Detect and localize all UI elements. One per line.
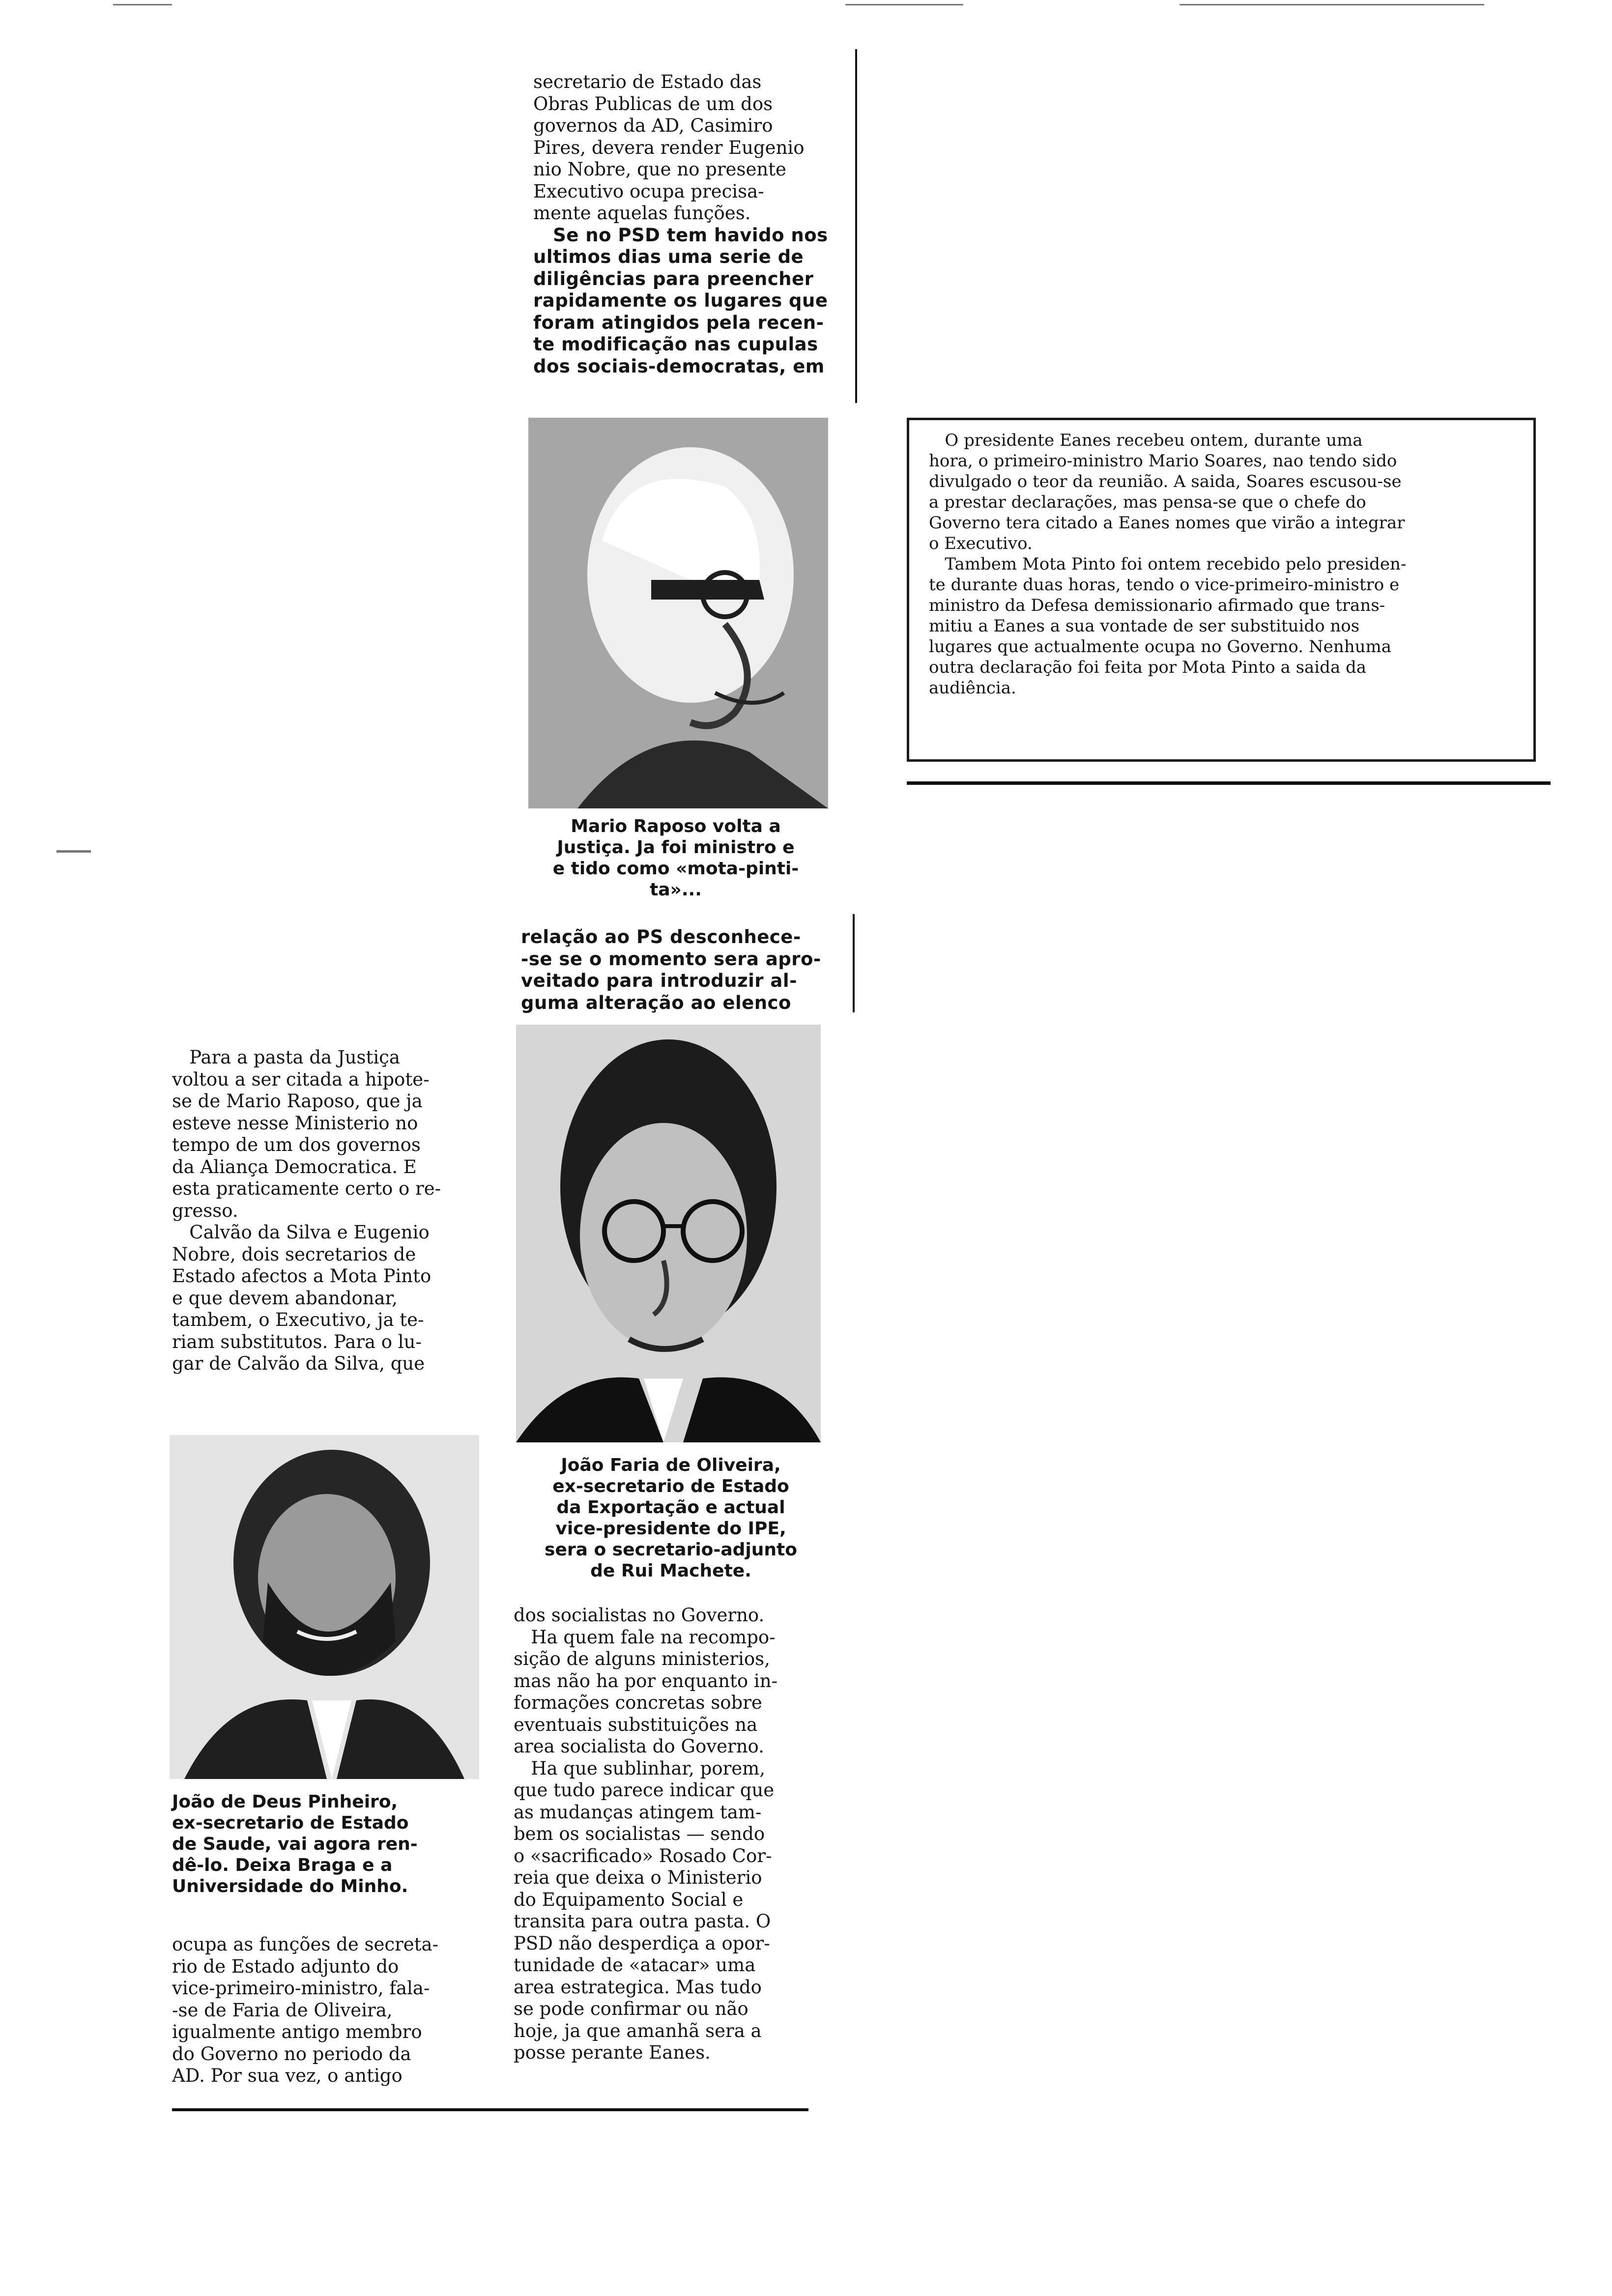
box-bottom-rule bbox=[907, 781, 1551, 785]
article-text-line: area socialista do Governo. bbox=[514, 1736, 764, 1757]
article-text-line: Calvão da Silva e Eugenio bbox=[172, 1222, 430, 1243]
caption-line: João Faria de Oliveira, bbox=[561, 1455, 781, 1475]
article-text-line: dos socialistas no Governo. bbox=[514, 1605, 765, 1626]
caption-line: ta»... bbox=[650, 880, 702, 900]
caption-line: João de Deus Pinheiro, bbox=[172, 1792, 398, 1812]
article-text-line: guma alteração ao elenco bbox=[521, 992, 791, 1013]
brief-text-line: O presidente Eanes recebeu ontem, durante uma bbox=[929, 430, 1363, 450]
brief-text-line: Governo tera citado a Eanes nomes que virão a integrar bbox=[929, 513, 1405, 533]
portrait-photo-faria bbox=[516, 1025, 821, 1442]
article-text-line: gar de Calvão da Silva, que bbox=[172, 1353, 425, 1374]
article-text-line: e que devem abandonar, bbox=[172, 1287, 398, 1309]
article-text-line: Ha que sublinhar, porem, bbox=[514, 1757, 765, 1779]
article-text-line: do Equipamento Social e bbox=[514, 1889, 744, 1910]
article-text-line: formações concretas sobre bbox=[514, 1692, 762, 1713]
brief-text-line: audiência. bbox=[929, 678, 1016, 698]
photo-caption-raposo bbox=[514, 816, 838, 900]
article-text-line: -se de Faria de Oliveira, bbox=[172, 1999, 393, 2021]
brief-text-line: mitiu a Eanes a sua vontade de ser substituido nos bbox=[929, 616, 1360, 636]
article-text-line: nio Nobre, que no presente bbox=[533, 159, 786, 180]
article-text-line: Estado afectos a Mota Pinto bbox=[172, 1265, 432, 1287]
scan-artifact-line bbox=[1180, 4, 1484, 5]
caption-line: ex-secretario de Estado bbox=[172, 1813, 409, 1833]
article-text-line: ocupa as funções de secreta- bbox=[172, 1934, 439, 1955]
caption-line: da Exportação e actual bbox=[556, 1497, 785, 1518]
caption-line: Universidade do Minho. bbox=[172, 1876, 408, 1896]
article-text-line: PSD não desperdiça a opor- bbox=[514, 1932, 770, 1954]
article-text-line: dos sociais-democratas, em bbox=[533, 355, 825, 377]
article-text-line: Nobre, dois secretarios de bbox=[172, 1243, 416, 1265]
article-column-middle bbox=[521, 926, 835, 1014]
article-text-line: governos da AD, Casimiro bbox=[533, 115, 773, 136]
brief-text-line: hora, o primeiro-ministro Mario Soares, nao tendo sido bbox=[929, 451, 1397, 471]
article-text-line: transita para outra pasta. O bbox=[514, 1911, 771, 1932]
article-text-line: Executivo ocupa precisa- bbox=[533, 180, 764, 202]
brief-text-line: ministro da Defesa demissionario afirmado que trans- bbox=[929, 596, 1385, 615]
article-text-line: Ha quem fale na recompo- bbox=[514, 1626, 776, 1648]
photo-caption-faria bbox=[511, 1455, 831, 1581]
caption-line: Justiça. Ja foi ministro e bbox=[557, 837, 795, 858]
article-text-line: sição de alguns ministerios, bbox=[514, 1648, 770, 1669]
article-text-line: voltou a ser citada a hipote- bbox=[172, 1068, 430, 1090]
article-column-left bbox=[172, 1047, 506, 1375]
column-rule bbox=[855, 49, 857, 403]
caption-line: vice-presidente do IPE, bbox=[555, 1519, 786, 1539]
article-text-line: riam substitutos. Para o lu- bbox=[172, 1331, 422, 1352]
caption-line: sera o secretario-adjunto bbox=[545, 1540, 797, 1560]
photo-caption-pinheiro bbox=[172, 1791, 491, 1897]
portrait-photo-raposo bbox=[528, 418, 828, 808]
article-text-line: o «sacrificado» Rosado Cor- bbox=[514, 1845, 772, 1866]
brief-text-line: outra declaração foi feita por Mota Pinto a saida da bbox=[929, 658, 1367, 677]
article-text-line: mente aquelas funções. bbox=[533, 202, 751, 224]
article-text-line: posse perante Eanes. bbox=[514, 2042, 711, 2063]
caption-line: Mario Raposo volta a bbox=[571, 816, 781, 836]
article-text-line: hoje, ja que amanhã sera a bbox=[514, 2020, 762, 2041]
scan-artifact-line bbox=[113, 4, 172, 5]
portrait-photo-pinheiro bbox=[170, 1435, 479, 1779]
article-text-line: da Aliança Democratica. E bbox=[172, 1156, 417, 1177]
article-text-line: esta praticamente certo o re- bbox=[172, 1178, 441, 1199]
page-bottom-rule bbox=[172, 2108, 808, 2111]
article-text-line: tambem, o Executivo, ja te- bbox=[172, 1309, 424, 1330]
article-text-line: AD. Por sua vez, o antigo bbox=[172, 2065, 403, 2086]
article-text-line: reia que deixa o Ministerio bbox=[514, 1867, 762, 1888]
caption-line: dê-lo. Deixa Braga e a bbox=[172, 1855, 393, 1875]
brief-text-line: te durante duas horas, tendo o vice-primeiro-ministro e bbox=[929, 575, 1400, 595]
article-text-line: Se no PSD tem havido nos bbox=[533, 224, 828, 246]
caption-line: de Saude, vai agora ren- bbox=[172, 1834, 418, 1854]
article-text-line: foram atingidos pela recen- bbox=[533, 312, 824, 333]
article-text-line: as mudanças atingem tam- bbox=[514, 1801, 762, 1823]
article-text-line: eventuais substituições na bbox=[514, 1714, 758, 1735]
article-text-line: relação ao PS desconhece- bbox=[521, 926, 801, 947]
article-text-line: tempo de um dos governos bbox=[172, 1134, 421, 1155]
brief-text-line: Tambem Mota Pinto foi ontem recebido pelo presiden- bbox=[929, 554, 1407, 574]
article-text-line: ultimos dias uma serie de bbox=[533, 246, 804, 267]
article-text-line: te modificação nas cupulas bbox=[533, 334, 818, 355]
caption-line: ex-secretario de Estado bbox=[552, 1476, 789, 1496]
scan-artifact-line bbox=[845, 4, 963, 5]
news-brief-text bbox=[929, 430, 1519, 698]
article-text-line: vice-primeiro-ministro, fala- bbox=[172, 1978, 430, 1999]
column-rule bbox=[853, 914, 855, 1012]
article-text-line: igualmente antigo membro bbox=[172, 2021, 422, 2042]
article-text-line: que tudo parece indicar que bbox=[514, 1779, 775, 1801]
article-column-bottom-right bbox=[514, 1605, 833, 2064]
article-text-line: se pode confirmar ou não bbox=[514, 1998, 748, 2019]
article-column-bottom-left bbox=[172, 1934, 491, 2087]
article-text-line: area estrategica. Mas tudo bbox=[514, 1976, 762, 1998]
article-text-line: gresso. bbox=[172, 1200, 238, 1221]
article-text-line: bem os socialistas — sendo bbox=[514, 1823, 765, 1844]
news-brief-box bbox=[907, 418, 1536, 762]
article-text-line: -se se o momento sera apro- bbox=[521, 948, 821, 970]
brief-text-line: divulgado o teor da reunião. A saida, Soares escusou-se bbox=[929, 472, 1402, 491]
brief-text-line: lugares que actualmente ocupa no Governo. Nenhuma bbox=[929, 637, 1391, 657]
article-text-line: rio de Estado adjunto do bbox=[172, 1955, 399, 1977]
article-text-line: esteve nesse Ministerio no bbox=[172, 1112, 418, 1134]
caption-line: e tido como «mota-pinti- bbox=[552, 859, 799, 879]
article-text-line: Para a pasta da Justiça bbox=[172, 1047, 400, 1068]
article-text-line: diligências para preencher bbox=[533, 268, 814, 289]
article-text-line: tunidade de «atacar» uma bbox=[514, 1954, 756, 1976]
article-text-line: veitado para introduzir al- bbox=[521, 970, 797, 991]
article-column-top bbox=[533, 71, 848, 377]
article-text-line: Obras Publicas de um dos bbox=[533, 93, 773, 115]
article-text-line: do Governo no periodo da bbox=[172, 2043, 411, 2065]
caption-line: de Rui Machete. bbox=[590, 1561, 751, 1581]
brief-text-line: a prestar declarações, mas pensa-se que o chefe do bbox=[929, 492, 1366, 512]
brief-text-line: o Executivo. bbox=[929, 534, 1033, 553]
article-text-line: rapidamente os lugares que bbox=[533, 290, 828, 311]
scan-artifact-line bbox=[57, 850, 91, 853]
article-text-line: mas não ha por enquanto in- bbox=[514, 1670, 778, 1692]
article-text-line: se de Mario Raposo, que ja bbox=[172, 1091, 423, 1112]
article-text-line: Pires, devera render Eugenio bbox=[533, 137, 805, 158]
article-text-line: secretario de Estado das bbox=[533, 71, 762, 92]
